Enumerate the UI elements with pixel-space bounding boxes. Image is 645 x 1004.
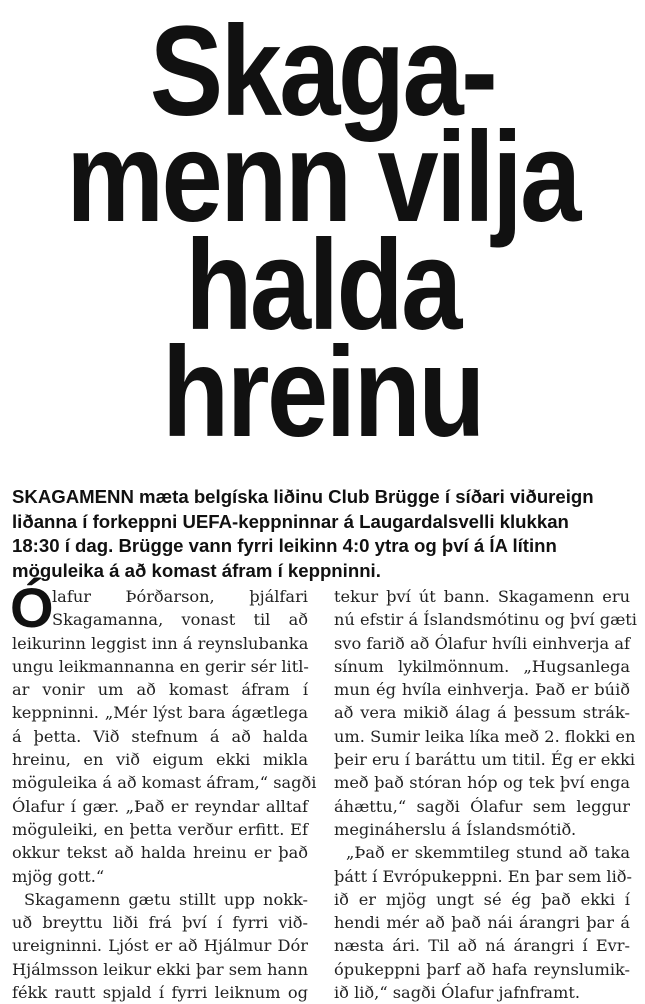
lead-line: SKAGAMENN mæta belgíska liðinu Club Brügge í síðari viðureign (12, 486, 594, 507)
text-line: næsta ári. Til að ná árangri í Evr- (334, 936, 630, 956)
text-line: ið lið,“ sagði Ólafur jafnframt. (334, 983, 580, 1003)
text-line: tekur því út bann. Skagamenn eru (334, 587, 630, 606)
text-line: svo farið að Ólafur hvíli einhverja af (334, 633, 630, 653)
text-line: fékk rautt spjald í fyrri leiknum og (12, 983, 308, 1003)
text-line: möguleiki, en þetta verður erfitt. Ef (12, 819, 308, 839)
lead-line: möguleika á að komast áfram í keppninni. (12, 559, 381, 581)
body-column-right (334, 585, 637, 1004)
text-line: nú efstir á Íslandsmótinu og því gæti (334, 610, 637, 630)
lead-paragraph (12, 485, 642, 583)
text-line: ureigninni. Ljóst er að Hjálmur Dór (12, 936, 308, 956)
text-line: ópukeppni þarf að hafa reynslumik- (334, 959, 630, 979)
text-line: keppninni. „Mér lýst bara ágætlega (12, 703, 308, 723)
text-line: á þetta. Við stefnum á að halda (12, 726, 308, 746)
text-line: „Það er skemmtileg stund að taka (346, 843, 630, 863)
text-line: hendi mér að það nái árangri þar á (334, 913, 630, 933)
text-line: Hjálmsson leikur ekki þar sem hann (12, 959, 309, 979)
text-line: lafur Þórðarson, þjálfari (52, 587, 308, 606)
text-line: ungu leikmannanna en gerir sér litl- (12, 656, 309, 676)
text-line: hreinu, en við eigum ekki mikla (12, 750, 308, 770)
text-line: áhættu,“ sagði Ólafur sem leggur (334, 796, 630, 816)
headline-line-3: halda (185, 214, 460, 357)
text-line: að vera mikið álag á þessum strák- (334, 703, 630, 723)
text-line: okkur tekst að halda hreinu er það (12, 843, 308, 863)
drop-cap: Ó (10, 576, 54, 639)
text-line: með það stóran hóp og tek því enga (334, 773, 630, 793)
text-line: Ólafur í gær. „Það er reyndar alltaf (12, 796, 308, 816)
text-line: þeir eru í baráttu um titil. Ég er ekki (334, 750, 636, 770)
text-line: um. Sumir leika líka með 2. flokki en (334, 726, 636, 746)
headline-line-2: menn vilja (66, 106, 579, 249)
text-line: mun ég hvíla einhverja. Það er búið (334, 680, 630, 700)
text-line: uð breyttu liði frá því í fyrri við- (12, 913, 308, 933)
lead-line: 18:30 í dag. Brügge vann fyrri leikinn 4:0 ytra og því á ÍA lítinn (12, 535, 557, 556)
text-line: Skagamenn gætu stillt upp nokk- (24, 889, 308, 909)
headline-line-4: hreinu (162, 321, 483, 464)
text-line: megináherslu á Íslandsmótið. (334, 819, 577, 839)
text-line: Skagamanna, vonast til að (52, 610, 308, 630)
text-line: ið er mjög ungt sé ég það ekki í (334, 889, 630, 909)
text-line: sínum lykilmönnum. „Hugsanlega (334, 656, 630, 676)
headline-line-1: Skaga- (149, 0, 496, 143)
text-line: ar vonir um að komast áfram í (12, 680, 308, 700)
text-line: þátt í Evrópukeppni. En þar sem lið- (334, 866, 632, 886)
lead-line: liðanna í forkeppni UEFA-keppninnar á Laugardalsvelli klukkan (12, 510, 569, 532)
body-column-left (12, 585, 317, 1004)
text-line: leikurinn leggist inn á reynslubanka (12, 633, 309, 653)
text-line: möguleika á að komast áfram,“ sagði (12, 773, 317, 793)
text-line: mjög gott.“ (12, 866, 105, 886)
